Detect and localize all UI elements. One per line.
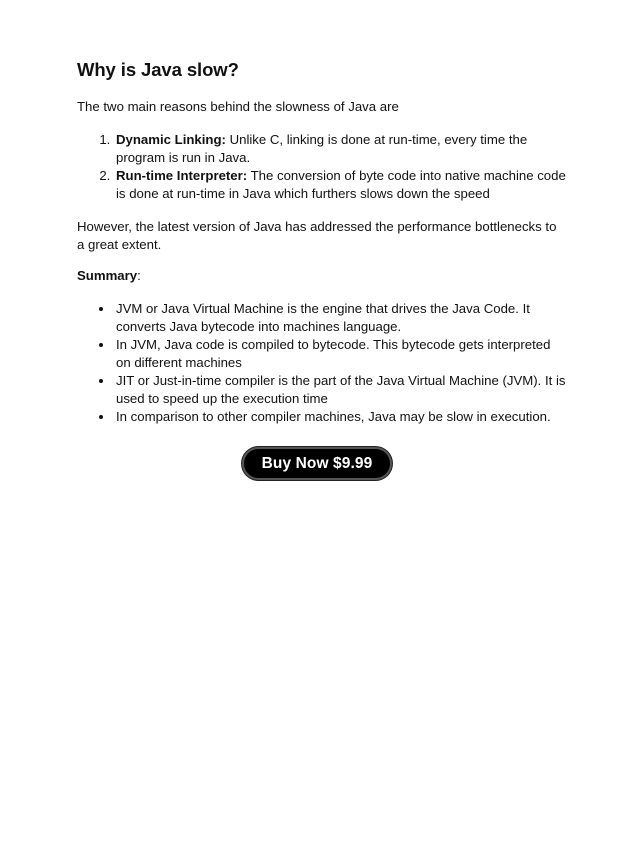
reason-term: Run-time Interpreter:: [116, 168, 248, 183]
list-item: • JIT or Just-in-time compiler is the part of the Java Virtual Machine (JVM). It is used to speed up the execution time: [114, 372, 567, 408]
intro-paragraph: The two main reasons behind the slowness of Java are: [77, 99, 399, 114]
list-item: • In comparison to other compiler machines, Java may be slow in execution.: [114, 408, 567, 426]
reason-text: Unlike C, linking is done at run-time, every time the program is run in Java.: [116, 132, 528, 165]
list-item: • In JVM, Java code is compiled to bytecode. This bytecode gets interpreted on different machines: [114, 336, 567, 372]
article-content: [77, 58, 567, 462]
buy-button-container: [242, 447, 392, 480]
reason-item-dynamic-linking: [114, 131, 567, 167]
reason-item-runtime-interpreter: [114, 167, 567, 203]
reasons-list: [77, 131, 567, 203]
page-title: Why is Java slow?: [77, 59, 239, 80]
reason-text: The conversion of byte code into native machine code is done at run-time in Java which furthers slows down the speed: [116, 168, 566, 201]
summary-colon: :: [137, 268, 141, 283]
buy-now-button[interactable]: Buy Now $9.99: [242, 447, 392, 480]
closing-paragraph: However, the latest version of Java has addressed the performance bottlenecks to a great extent.: [77, 219, 557, 252]
list-item: • JVM or Java Virtual Machine is the engine that drives the Java Code. It converts Java bytecode into machines language.: [114, 300, 567, 336]
reason-term: Dynamic Linking:: [116, 132, 226, 147]
summary-label: Summary: [77, 268, 138, 283]
summary-list: [77, 300, 567, 426]
summary-heading: [77, 267, 567, 285]
